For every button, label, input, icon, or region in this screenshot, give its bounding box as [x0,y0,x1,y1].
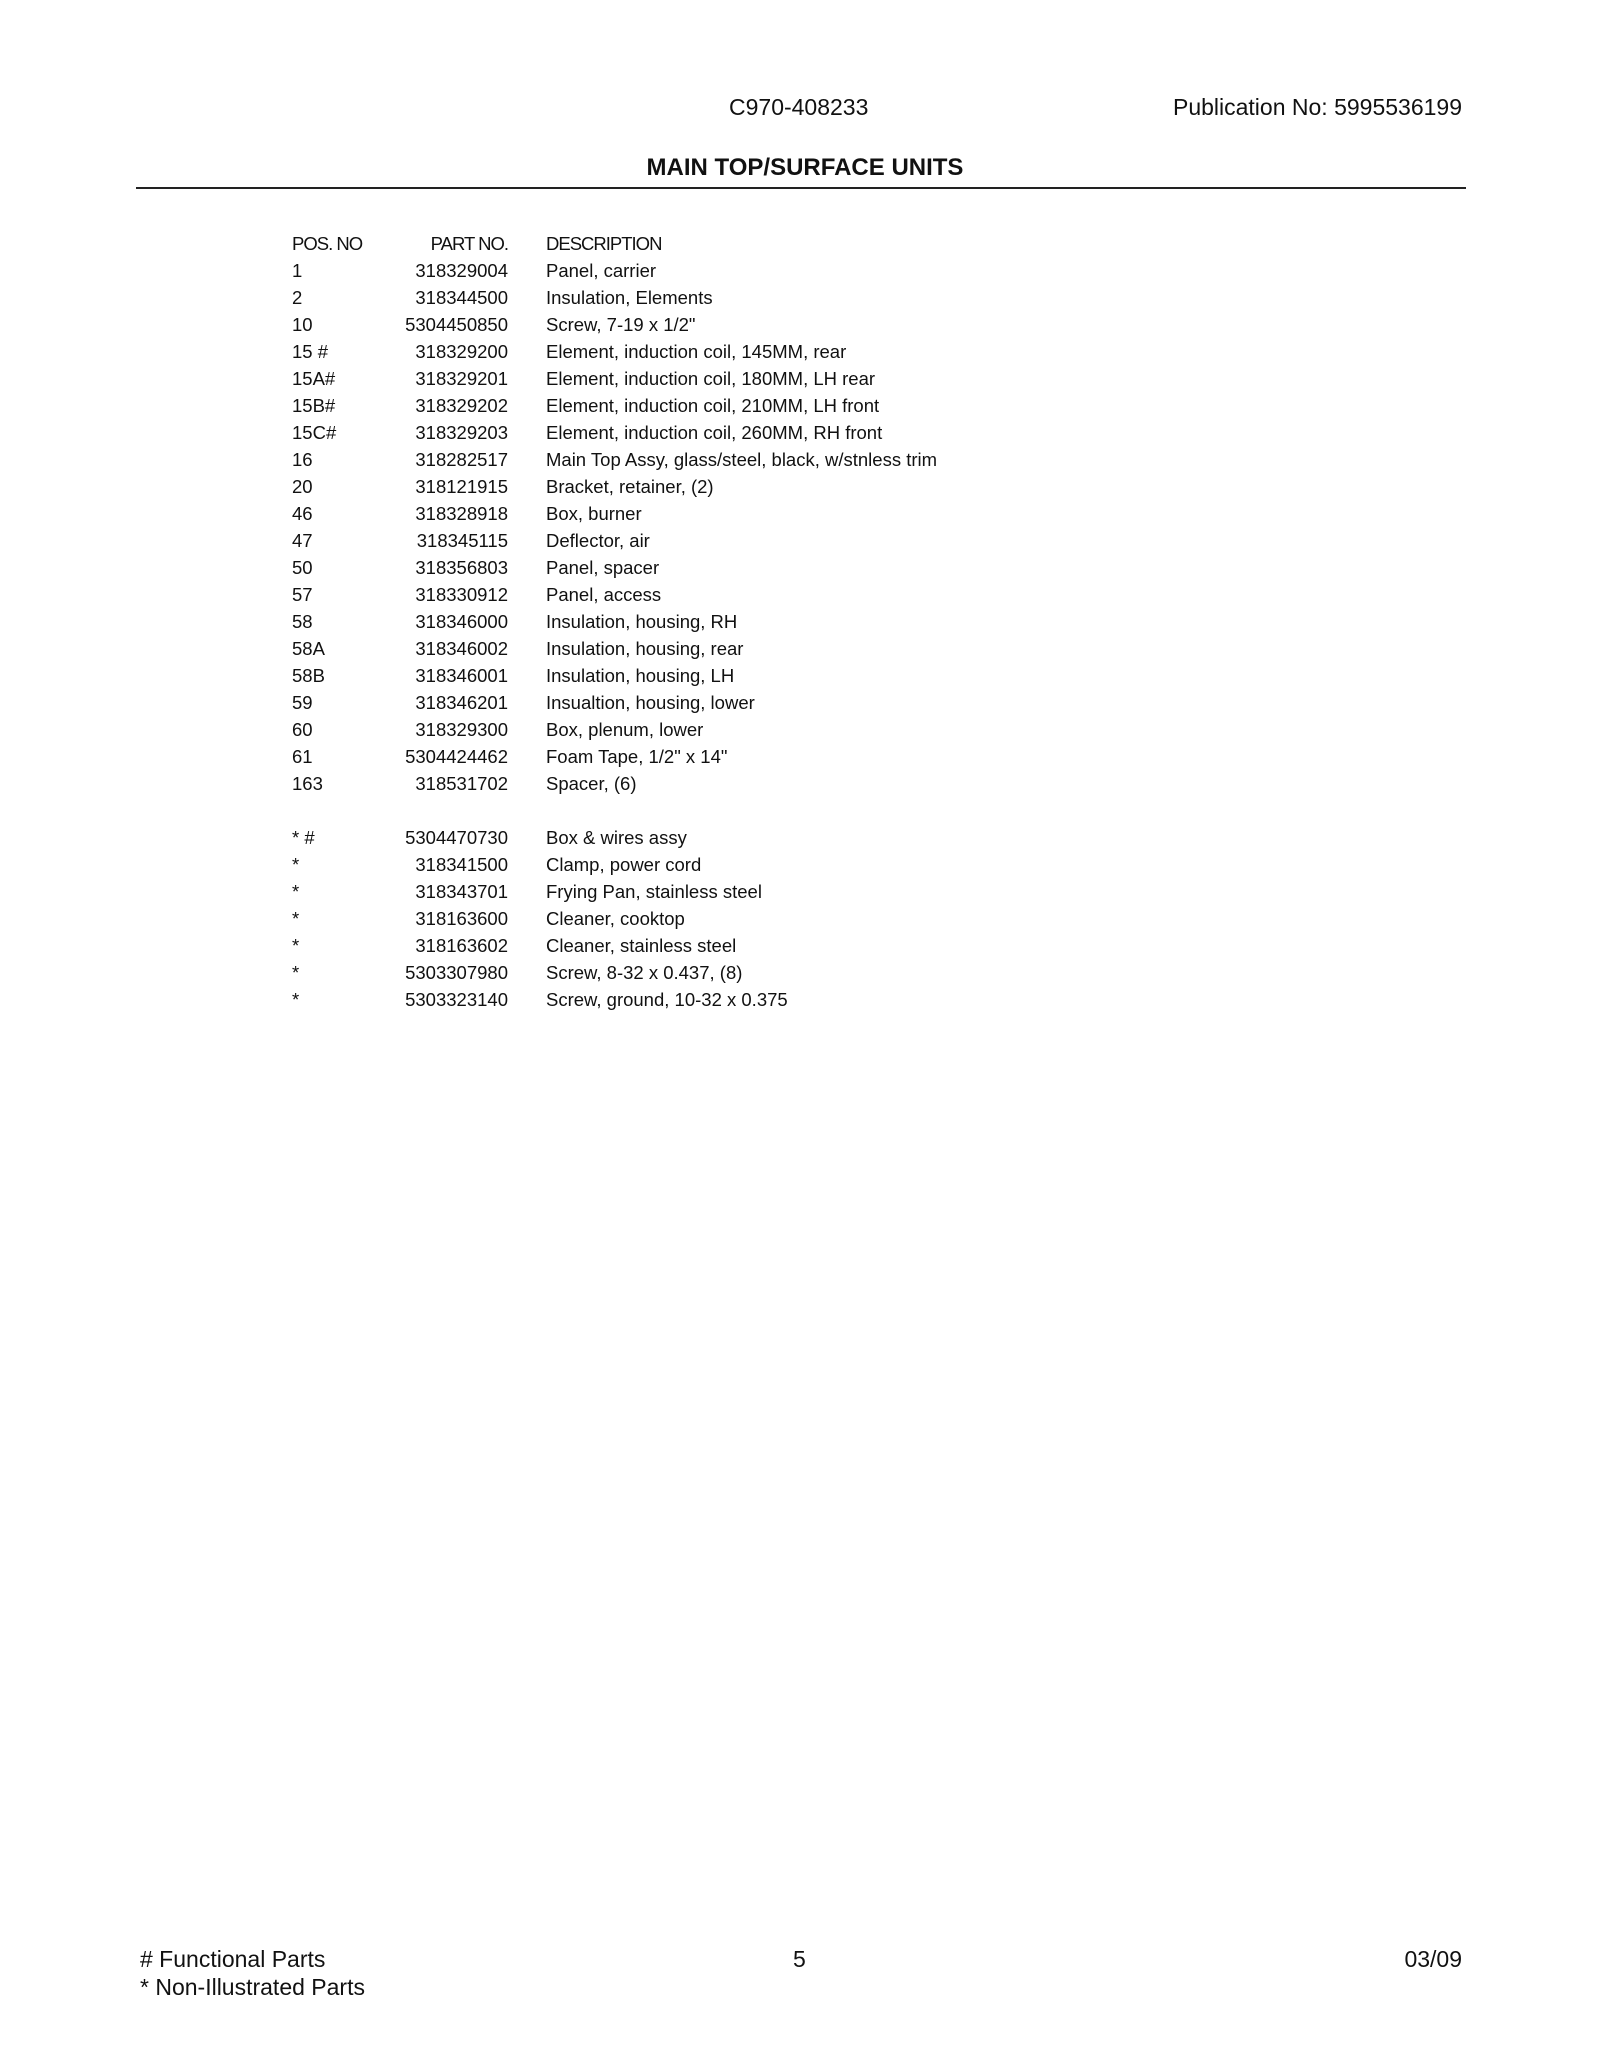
part-number-cell: 318341500 [415,854,508,875]
page-title: MAIN TOP/SURFACE UNITS [646,154,964,181]
part-number-cell: 318329203 [415,422,508,443]
pos-cell: 58B [292,665,325,686]
pos-cell: * [292,881,300,902]
part-number-cell: 318330912 [415,584,508,605]
part-number-cell: 318329202 [415,395,508,416]
part-number-cell: 5303323140 [405,989,508,1010]
pos-cell: 50 [292,557,313,578]
pos-cell: * [292,962,300,983]
pos-cell: 46 [292,503,313,524]
description-cell: Element, induction coil, 260MM, RH front [546,422,883,443]
part-number-cell: 318346001 [415,665,508,686]
pos-cell: 58A [292,638,325,659]
description-cell: Insulation, housing, LH [546,665,735,686]
pos-cell: * [292,908,300,929]
description-cell: Insulation, Elements [546,287,713,308]
description-cell: Main Top Assy, glass/steel, black, w/stnless trim [546,449,938,470]
description-cell: Box, plenum, lower [546,719,704,740]
part-number-cell: 318344500 [415,287,508,308]
part-number-cell: 5303307980 [405,962,508,983]
pos-cell: 60 [292,719,313,740]
pos-cell: 57 [292,584,313,605]
description-cell: Screw, ground, 10-32 x 0.375 [546,989,788,1010]
pos-cell: 15C# [292,422,337,443]
header-desc: DESCRIPTION [546,233,662,254]
description-cell: Insulation, housing, rear [546,638,744,659]
part-number-cell: 318163602 [415,935,508,956]
pos-cell: 15A# [292,368,336,389]
description-cell: Panel, spacer [546,557,660,578]
description-cell: Foam Tape, 1/2" x 14" [546,746,728,767]
description-cell: Bracket, retainer, (2) [546,476,714,497]
description-cell: Screw, 8-32 x 0.437, (8) [546,962,743,983]
description-cell: Insualtion, housing, lower [546,692,755,713]
pos-cell: 16 [292,449,313,470]
description-cell: Cleaner, cooktop [546,908,685,929]
description-cell: Frying Pan, stainless steel [546,881,762,902]
pos-cell: 15B# [292,395,336,416]
part-number-cell: 318346201 [415,692,508,713]
part-number-cell: 318346000 [415,611,508,632]
part-number-cell: 318345115 [416,530,508,551]
pos-cell: 1 [292,260,303,281]
description-cell: Panel, carrier [546,260,657,281]
pos-cell: * # [292,827,315,848]
description-cell: Cleaner, stainless steel [546,935,737,956]
description-cell: Spacer, (6) [546,773,637,794]
part-number-cell: 318531702 [415,773,508,794]
description-cell: Clamp, power cord [546,854,702,875]
part-number-cell: 318282517 [415,449,508,470]
legend-non-illustrated: * Non-Illustrated Parts [140,1974,365,2000]
header-pos: POS. NO [292,233,363,254]
legend-functional: # Functional Parts [140,1946,326,1972]
revision-date: 03/09 [1404,1946,1462,1972]
part-number-cell: 318329004 [415,260,508,281]
part-number-cell: 318328918 [415,503,508,524]
pos-cell: 61 [292,746,313,767]
part-number-cell: 5304424462 [405,746,508,767]
part-number-cell: 318329300 [415,719,508,740]
part-number-cell: 318163600 [415,908,508,929]
pos-cell: * [292,989,300,1010]
part-number-cell: 5304450850 [405,314,508,335]
description-cell: Box, burner [546,503,642,524]
page-number: 5 [793,1946,806,1972]
pos-cell: 20 [292,476,313,497]
pos-cell: 10 [292,314,313,335]
title-divider [136,187,1466,189]
pos-cell: 58 [292,611,313,632]
part-number-cell: 318329200 [415,341,508,362]
pos-cell: 47 [292,530,313,551]
description-cell: Element, induction coil, 145MM, rear [546,341,847,362]
pos-cell: * [292,854,300,875]
part-number-cell: 318343701 [415,881,508,902]
description-cell: Insulation, housing, RH [546,611,738,632]
description-cell: Element, induction coil, 180MM, LH rear [546,368,876,389]
description-cell: Box & wires assy [546,827,687,848]
description-cell: Element, induction coil, 210MM, LH front [546,395,880,416]
part-number-cell: 5304470730 [405,827,508,848]
header-part: PART NO. [430,233,508,254]
description-cell: Deflector, air [546,530,650,551]
pos-cell: 15 # [292,341,329,362]
pos-cell: * [292,935,300,956]
model-number: C970-408233 [729,94,869,120]
description-cell: Panel, access [546,584,662,605]
part-number-cell: 318356803 [415,557,508,578]
pos-cell: 59 [292,692,313,713]
part-number-cell: 318121915 [415,476,508,497]
part-number-cell: 318329201 [415,368,508,389]
description-cell: Screw, 7-19 x 1/2" [546,314,696,335]
pos-cell: 163 [292,773,323,794]
part-number-cell: 318346002 [415,638,508,659]
publication-number: Publication No: 5995536199 [1172,94,1462,120]
pos-cell: 2 [292,287,303,308]
